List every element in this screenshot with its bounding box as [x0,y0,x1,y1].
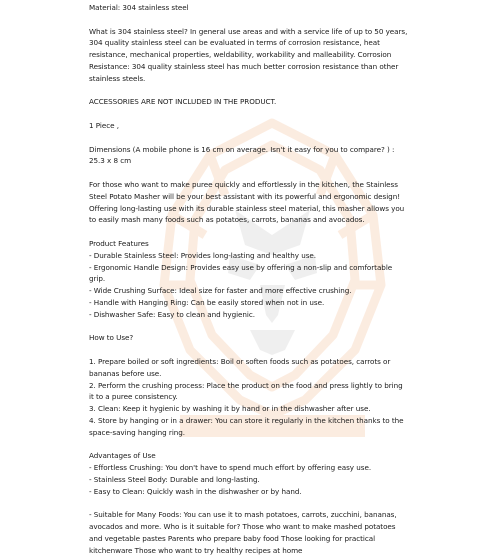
intro-paragraph-1: For those who want to make puree quickly and effortlessly in the kitchen, the Stainless Steel Potato Masher will be your best assistant with its powerful and ergonomic design! [89,179,401,201]
feature-item: - Durable Stainless Steel: Provides long-lasting and healthy use. [89,250,317,260]
what-is-paragraph: What is 304 stainless steel? In general use areas and with a service life of up to 50 years, 304 quality stainless steel can be evaluated in terms of corrosion resistance, heat resistance, mechanical properties, weldability, workability and malleability. Corrosion Resistance: 304 quality stainless steel has much better corrosion resistance than other stainless steels. [89,26,408,83]
features-heading: Product Features [89,238,149,248]
feature-item: - Ergonomic Handle Design: Provides easy use by offering a non-slip and comfortable grip. [89,262,393,284]
feature-item: - Wide Crushing Surface: Ideal size for faster and more effective crushing. [89,286,352,296]
advantages-heading: Advantages of Use [89,451,156,461]
feature-item: - Dishwasher Safe: Easy to clean and hygienic. [89,309,256,319]
quantity-line: 1 Piece , [89,120,119,130]
advantage-item: - Effortless Crushing: You don't have to spend much effort by offering easy use. [89,463,372,473]
advantage-item: - Easy to Clean: Quickly wash in the dishwasher or by hand. [89,486,302,496]
dimensions-line: Dimensions (A mobile phone is 16 cm on average. Isn't it easy for you to compare? ) : 25.3 x 8 cm [89,144,395,166]
suitable-paragraph: - Suitable for Many Foods: You can use it to mash potatoes, carrots, zucchini, bananas, avocados and more. Who is it suitable for? Those who want to make mashed potatoes and vegetable pastes Parents who prepare baby food Those looking for practical kitchenware Those who want to try healthy recipes at home [89,510,397,555]
howto-step: 4. Store by hanging or in a drawer: You can store it regularly in the kitchen thanks to the space-saving hanging ring. [89,415,404,437]
howto-heading: How to Use? [89,333,134,343]
accessories-notice: ACCESSORIES ARE NOT INCLUDED IN THE PRODUCT. [89,97,277,107]
feature-item: - Handle with Hanging Ring: Can be easily stored when not in use. [89,297,325,307]
material-line: Material: 304 stainless steel [89,3,189,12]
howto-step: 1. Prepare boiled or soft ingredients: Boil or soften foods such as potatoes, carrots or bananas before use. [89,356,391,378]
intro-paragraph-2: Offering long-lasting use with its durable stainless steel material, this masher allows you to easily mash many foods such as potatoes, carrots, bananas and avocados. [89,203,405,225]
howto-step: 3. Clean: Keep it hygienic by washing it by hand or in the dishwasher after use. [89,404,371,414]
advantage-item: - Stainless Steel Body: Durable and long-lasting. [89,474,260,484]
howto-step: 2. Perform the crushing process: Place the product on the food and press lightly to bring it to a puree consistency. [89,380,403,402]
